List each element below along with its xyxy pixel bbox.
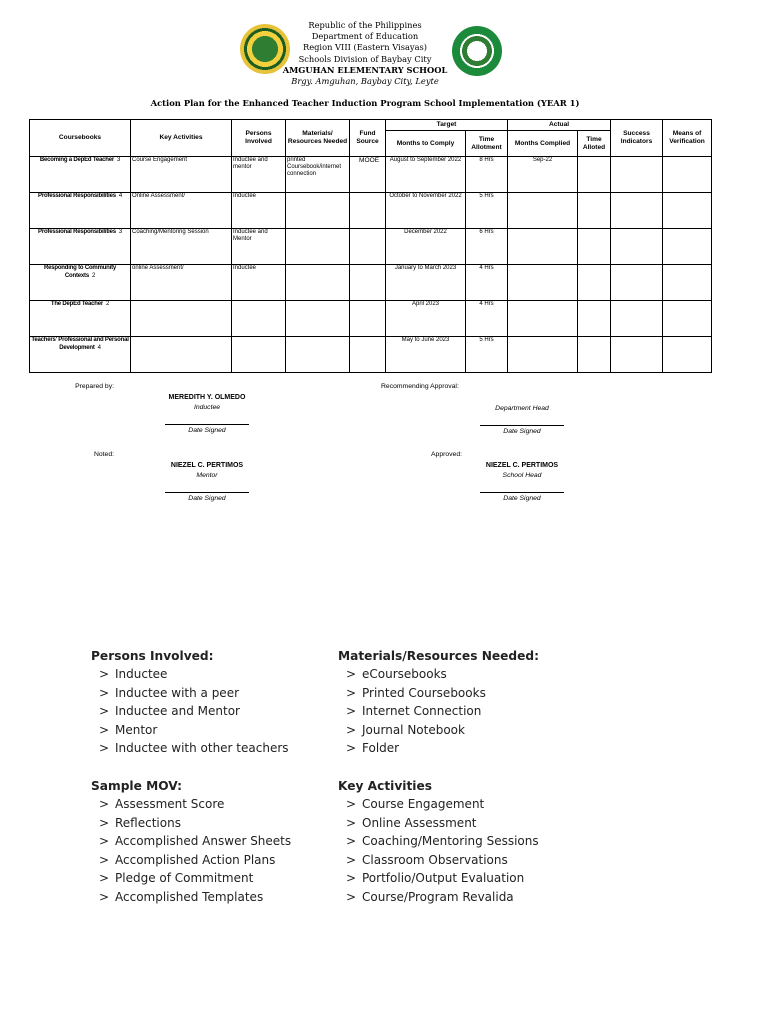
complied-cell: [508, 301, 578, 337]
chevron-right-icon: >: [346, 667, 357, 681]
list-item: [91, 869, 291, 888]
coursebook-title: Professional Responsibilities: [38, 229, 116, 235]
months-cell: January to March 2023: [386, 265, 466, 301]
mov-cell: [663, 265, 712, 301]
chevron-right-icon: >: [99, 704, 110, 719]
header-coursebooks: Coursebooks: [30, 120, 131, 157]
coursebook-number: 4: [118, 193, 122, 199]
letterhead: [0, 20, 730, 87]
materials-cell: [286, 229, 350, 265]
list-item-text: Folder: [362, 741, 400, 756]
chevron-right-icon: >: [99, 741, 110, 756]
signature-line: [165, 418, 249, 425]
recommending-approval-label: Recommending Approval:: [381, 383, 459, 390]
time-cell: 4 Hrs: [466, 301, 508, 337]
header-months-to-comply: Months to Comply: [386, 131, 466, 157]
materials-cell: printed Coursebook/internet connection: [286, 157, 350, 193]
letterhead-region: Region VIII (Eastern Visayas): [302, 42, 428, 53]
activity-cell: online Assessment/: [131, 265, 232, 301]
coursebook-title: The DepEd Teacher: [50, 301, 104, 307]
activity-cell: Coaching/Mentoring Session: [131, 229, 232, 265]
header-months-complied: Months Complied: [508, 131, 578, 157]
chevron-right-icon: >: [99, 889, 110, 904]
materials-list: [338, 649, 539, 758]
time-alloted-cell: [578, 157, 611, 193]
sample-mov-title: Sample MOV:: [91, 779, 183, 793]
table-row: [30, 229, 712, 265]
list-item: [338, 832, 539, 851]
list-item: [338, 888, 539, 907]
header-means-of-verification: Means of Verification: [663, 120, 712, 157]
chevron-right-icon: >: [99, 852, 110, 867]
list-item-text: eCoursebooks: [362, 667, 447, 681]
chevron-right-icon: >: [99, 722, 110, 737]
chevron-right-icon: >: [99, 797, 110, 811]
list-item-text: Reflections: [115, 815, 181, 830]
date-signed-label: Date Signed: [503, 428, 541, 435]
list-item-text: Assessment Score: [115, 797, 225, 811]
fund-cell: [350, 301, 386, 337]
fund-cell: [350, 229, 386, 265]
list-item-text: Journal Notebook: [362, 722, 465, 737]
chevron-right-icon: >: [346, 871, 357, 886]
months-cell: April 2023: [386, 301, 466, 337]
time-alloted-cell: [578, 301, 611, 337]
mov-cell: [663, 193, 712, 229]
prepared-by-label: Prepared by:: [75, 383, 114, 390]
complied-cell: Sep-22: [508, 157, 578, 193]
fund-cell: [350, 265, 386, 301]
header-success-indicators: Success Indicators: [611, 120, 663, 157]
letterhead-department: Department of Education: [311, 31, 419, 42]
list-item-text: Inductee with a peer: [115, 685, 240, 700]
coursebook-number: 3: [116, 157, 121, 163]
success-cell: [611, 301, 663, 337]
key-activities-list: [338, 779, 539, 907]
list-item-text: Inductee: [115, 667, 168, 681]
prepared-by-name: MEREDITH Y. OLMEDO: [168, 394, 246, 401]
list-item: [338, 795, 539, 814]
list-item-text: Accomplished Answer Sheets: [115, 834, 292, 849]
months-cell: May to June 2023: [386, 337, 466, 373]
coursebook-cell: [30, 337, 131, 373]
chevron-right-icon: >: [346, 834, 357, 849]
materials-cell: [286, 301, 350, 337]
fund-cell: [350, 193, 386, 229]
persons-cell: Inductee: [232, 265, 286, 301]
list-item-text: Portfolio/Output Evaluation: [362, 871, 525, 886]
list-item: [338, 665, 539, 684]
letterhead-school-name: AMGUHAN ELEMENTARY SCHOOL: [282, 64, 448, 75]
months-cell: August to September 2022: [386, 157, 466, 193]
signature-line: [480, 419, 564, 426]
list-item: [91, 851, 291, 870]
list-item-text: Printed Coursebooks: [362, 685, 486, 700]
table-row: [30, 301, 712, 337]
time-cell: 5 Hrs: [466, 193, 508, 229]
list-item-text: Online Assessment: [362, 815, 477, 830]
list-item: [338, 851, 539, 870]
activity-cell: [131, 301, 232, 337]
mov-cell: [663, 229, 712, 265]
key-activities-title: Key Activities: [338, 779, 432, 793]
mov-cell: [663, 337, 712, 373]
time-cell: 5 Hrs: [466, 337, 508, 373]
list-item: [91, 795, 291, 814]
coursebook-title: Professional Responsibilities: [38, 193, 116, 199]
letterhead-republic: Republic of the Philippines: [308, 20, 422, 30]
chevron-right-icon: >: [346, 852, 357, 867]
list-item: [91, 721, 289, 740]
persons-cell: [232, 301, 286, 337]
list-item-text: Course/Program Revalida: [362, 889, 514, 904]
date-signed-label: Date Signed: [188, 427, 226, 434]
persons-involved-title: Persons Involved:: [91, 649, 214, 663]
materials-cell: [286, 265, 350, 301]
chevron-right-icon: >: [346, 685, 357, 700]
success-cell: [611, 337, 663, 373]
header-materials: Materials/ Resources Needed: [286, 120, 350, 157]
materials-cell: [286, 193, 350, 229]
list-item-text: Course Engagement: [362, 797, 485, 811]
time-cell: 4 Hrs: [466, 265, 508, 301]
fund-cell: MOOE: [350, 157, 386, 193]
coursebook-cell: [30, 193, 131, 229]
time-alloted-cell: [578, 265, 611, 301]
chevron-right-icon: >: [99, 834, 110, 849]
time-cell: 8 Hrs: [466, 157, 508, 193]
list-item-text: Accomplished Templates: [115, 889, 264, 904]
list-item: [91, 665, 289, 684]
document-title: Action Plan for the Enhanced Teacher Induction Program School Implementation (YEAR 1): [150, 98, 580, 108]
recommending-role: Department Head: [495, 405, 549, 412]
coursebook-number: 4: [97, 344, 101, 351]
list-item: [91, 814, 291, 833]
approved-label: Approved:: [431, 451, 462, 458]
header-fund-source: Fund Source: [350, 120, 386, 157]
list-item: [91, 739, 289, 758]
list-item-text: Classroom Observations: [362, 852, 508, 867]
signature-line: [480, 486, 564, 493]
coursebook-number: 2: [105, 301, 110, 307]
activity-cell: Online Assessment/: [131, 193, 232, 229]
coursebook-cell: [30, 157, 131, 193]
prepared-by-block: [132, 394, 282, 434]
persons-cell: Inductee and Mentor: [232, 229, 286, 265]
coursebook-number: 3: [118, 229, 122, 235]
coursebook-cell: [30, 229, 131, 265]
chevron-right-icon: >: [99, 685, 110, 700]
complied-cell: [508, 229, 578, 265]
list-item-text: Pledge of Commitment: [115, 871, 254, 886]
chevron-right-icon: >: [99, 871, 110, 886]
persons-involved-list: [91, 649, 289, 758]
coursebook-title: Becoming a DepEd Teacher: [39, 157, 115, 163]
persons-cell: Inductee: [232, 193, 286, 229]
months-cell: October to November 2022: [386, 193, 466, 229]
letterhead-address: Brgy. Amguhan, Baybay City, Leyte: [291, 76, 439, 87]
time-alloted-cell: [578, 337, 611, 373]
list-item: [338, 684, 539, 703]
chevron-right-icon: >: [346, 889, 357, 904]
list-item-text: Inductee with other teachers: [115, 741, 289, 756]
list-item: [338, 814, 539, 833]
activity-cell: [131, 337, 232, 373]
table-row: [30, 193, 712, 229]
complied-cell: [508, 265, 578, 301]
list-item-text: Inductee and Mentor: [115, 704, 240, 719]
materials-cell: [286, 337, 350, 373]
complied-cell: [508, 337, 578, 373]
list-item: [338, 702, 539, 721]
complied-cell: [508, 193, 578, 229]
table-row: [30, 265, 712, 301]
prepared-by-role: Inductee: [193, 404, 221, 411]
coursebook-cell: [30, 265, 131, 301]
coursebook-title: Responding to Community Contexts: [43, 265, 117, 279]
list-item: [91, 888, 291, 907]
success-cell: [611, 265, 663, 301]
time-alloted-cell: [578, 193, 611, 229]
chevron-right-icon: >: [346, 741, 357, 756]
coursebook-cell: [30, 301, 131, 337]
list-item: [338, 869, 539, 888]
header-persons-involved: Persons Involved: [232, 120, 286, 157]
list-item-text: Mentor: [115, 722, 158, 737]
coursebook-title: Teachers' Professional and Personal Development: [31, 337, 129, 351]
list-item: [91, 832, 291, 851]
persons-cell: Inductee and mentor: [232, 157, 286, 193]
sample-mov-list: [91, 779, 291, 907]
chevron-right-icon: >: [346, 704, 357, 719]
success-cell: [611, 157, 663, 193]
success-cell: [611, 229, 663, 265]
header-target: Target: [386, 120, 508, 131]
approved-role: School Head: [502, 472, 542, 479]
fund-cell: [350, 337, 386, 373]
chevron-right-icon: >: [346, 797, 357, 811]
header-key-activities: Key Activities: [131, 120, 232, 157]
chevron-right-icon: >: [346, 722, 357, 737]
list-item: [338, 739, 539, 758]
chevron-right-icon: >: [346, 815, 357, 830]
list-item-text: Coaching/Mentoring Sessions: [362, 834, 539, 849]
approved-name: NIEZEL C. PERTIMOS: [485, 462, 559, 469]
list-item: [91, 702, 289, 721]
noted-block: [132, 462, 282, 502]
mov-cell: [663, 301, 712, 337]
list-item: [338, 721, 539, 740]
list-item: [91, 684, 289, 703]
letterhead-division: Schools Division of Baybay City: [298, 53, 432, 64]
approved-block: [447, 462, 597, 502]
chevron-right-icon: >: [99, 815, 110, 830]
recommending-name-blank: [447, 394, 597, 402]
noted-label: Noted:: [93, 451, 114, 458]
noted-name: NIEZEL C. PERTIMOS: [170, 462, 244, 469]
table-row: [30, 157, 712, 193]
list-item-text: Accomplished Action Plans: [115, 852, 276, 867]
list-item-text: Internet Connection: [362, 704, 482, 719]
months-cell: December 2022: [386, 229, 466, 265]
action-plan-table: [29, 119, 712, 373]
signature-line: [165, 486, 249, 493]
header-time-allotment: Time Allotment: [466, 131, 508, 157]
time-cell: 6 Hrs: [466, 229, 508, 265]
mov-cell: [663, 157, 712, 193]
persons-cell: [232, 337, 286, 373]
date-signed-label: Date Signed: [503, 495, 541, 502]
materials-title: Materials/Resources Needed:: [338, 649, 540, 663]
coursebook-number: 2: [91, 272, 96, 279]
recommending-approval-block: [447, 394, 597, 435]
noted-role: Mentor: [196, 472, 218, 479]
success-cell: [611, 193, 663, 229]
date-signed-label: Date Signed: [188, 495, 226, 502]
time-alloted-cell: [578, 229, 611, 265]
header-actual: Actual: [508, 120, 611, 131]
table-row: [30, 337, 712, 373]
activity-cell: Course Engagement: [131, 157, 232, 193]
header-time-alloted: Time Alloted: [578, 131, 611, 157]
chevron-right-icon: >: [99, 667, 110, 681]
